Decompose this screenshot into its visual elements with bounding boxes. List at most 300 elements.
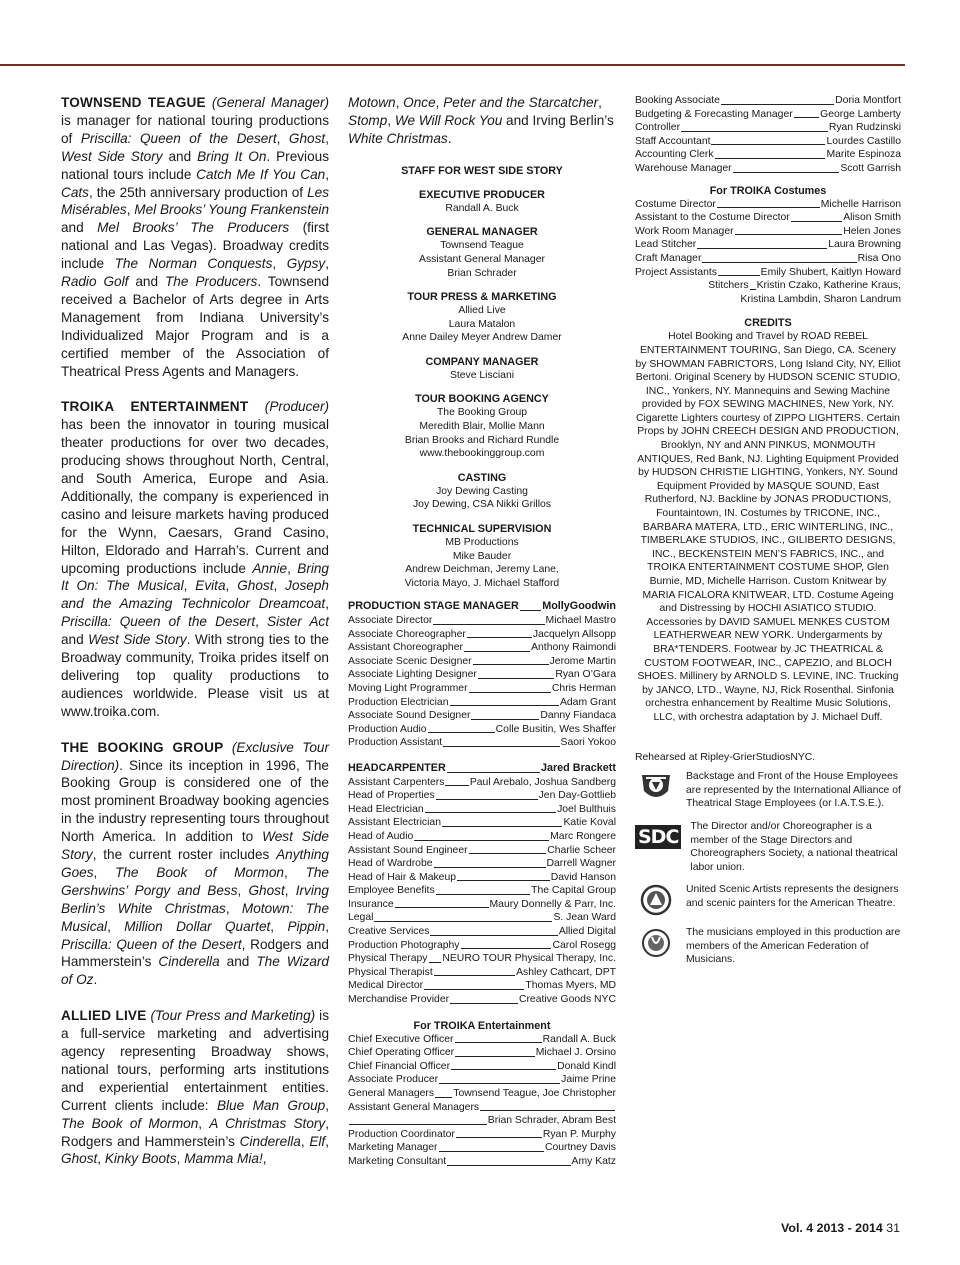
credit-name: Emily Shubert, Kaitlyn Howard: [760, 266, 901, 278]
text-run: . With strong ties to the Broadway community, Troika prides itself on delivering top quality productions to audiences worldwide. Please visit us at www.troika.com.: [61, 632, 329, 719]
leader-line: [469, 844, 547, 855]
credit-role: Head of Audio: [348, 830, 414, 842]
credit-row: [348, 830, 616, 844]
credit-name: Michael J. Orsino: [535, 1047, 616, 1059]
credit-row: [635, 148, 901, 162]
text-run: Ghost: [61, 1151, 98, 1167]
credits-text: Hotel Booking and Travel by ROAD REBEL ENTERTAINMENT TOURING, San Diego, CA. Scenery by SHOWMAN FABRICTORS, Long Island City, NY, Elliot Bertoni. Original Scenery by HUDSON SCENIC STUDIO, INC., Yonkers, NY. Mannequins and Sewing Machine provided by FOX SEWING MACHINES, New York, NY. Cigarette Lighters courtesy of ZIPPO LIGHTERS. Certain Props by JOHN CREECH DESIGN AND PRODUCTION, Brooklyn, NY and ANN PINKUS, MONMOUTH ANTIQUES, Red Bank, NJ. Lighting Equipment Provided by HUDSON CHRISTIE LIGHTING, Yonkers, NY. Sound Equipment Provided by MASQUE SOUND, East Rutherford, NJ. Backline by JONAS PRODUCTIONS, Fountaintown, IN. Costumes by TRICONE, INC., BARBARA MATERA, LTD., ERIC WINTERLING, INC., TIMBERLAKE STUDIOS, INC., GILIBERTO DESIGNS, INC., BECKENSTEIN MEN’S FABRICS, INC., and TROIKA ENTERTAINMENT COSTUME SHOP, Glen Burnie, MD, Michelle Harrison. Custom Knitwear by MARIA FICALORA KNITWEAR, LTD. Costume Ageing and Distressing by HOCHI ASIATICO STUDIO. Accessories by DAVID SAMUEL MENKES CUSTOM LEATHERWEAR NEW YORK. Undergarments by BRA*TENDERS. Footwear by JC THEATRICAL & CUSTOM FOOTWEAR, INC., CAPEZIO, and BLOCH SHOES. Millinery by ARNOLD S. LEVINE, INC. Trucking by JANCO, LTD., Wayne, NJ, Rick Rosenthal. Sinfonia orchestra enhancement by Realtime Music Solutions, LLC, with orchestra adaptation by J. Michael Duff.: [635, 331, 901, 723]
staff-block-heading: COMPANY MANAGER: [425, 355, 539, 368]
credit-name: Creative Goods NYC: [518, 994, 616, 1006]
credit-name: Scott Garrish: [840, 162, 901, 174]
credit-row: [348, 1101, 616, 1115]
credit-name: Brian Schrader, Abram Best: [487, 1115, 616, 1127]
text-run: West Side Story: [61, 148, 163, 164]
leader-line: [450, 696, 559, 707]
leader-line: [450, 993, 518, 1004]
credit-row: [348, 966, 616, 980]
psm-list: [348, 600, 616, 750]
credit-row: [348, 1087, 616, 1101]
credit-role: General Managers: [348, 1088, 435, 1099]
credit-row: [348, 939, 616, 953]
text-run: Ghost: [237, 578, 274, 594]
text-run: (General Manager): [211, 95, 330, 110]
leader-line: [455, 1046, 535, 1057]
staff-block-line: Mike Bauder: [452, 550, 512, 562]
union-sdc: [635, 820, 901, 874]
credit-role: Merchandise Provider: [348, 994, 450, 1006]
head-carpenter-list: [348, 762, 616, 1007]
leader-line: [456, 1128, 542, 1139]
credit-role: Accounting Clerk: [635, 149, 714, 161]
credit-role: Associate Producer: [348, 1074, 439, 1086]
leader-line: [435, 1087, 452, 1098]
credit-role: Associate Scenic Designer: [348, 655, 472, 667]
credit-row: [348, 1155, 616, 1169]
text-run: , Rodgers and Hammerstein’s: [61, 1115, 329, 1149]
troika-entertainment-list: [348, 1033, 616, 1169]
text-run: Mel Brooks’ The Producers: [97, 220, 290, 236]
credits-column: [635, 94, 901, 976]
text-run: ,: [176, 1151, 185, 1167]
text-run: The Wizard of Oz: [61, 954, 329, 988]
text-run: and: [219, 954, 257, 970]
staff-block: [348, 225, 616, 280]
leader-line: [439, 1073, 560, 1084]
staff-block-heading: TECHNICAL SUPERVISION: [412, 523, 552, 536]
credit-role: Production Coordinator: [348, 1128, 455, 1140]
text-run: Catch Me If You Can: [196, 166, 326, 182]
staff-block-line: Brian Brooks and Richard Rundle: [404, 434, 560, 446]
credit-role: Production Assistant: [348, 737, 443, 749]
leader-line: [471, 709, 539, 720]
text-run: The Producers: [164, 274, 258, 290]
text-run: TOWNSEND TEAGUE: [61, 95, 206, 110]
credit-name: Lourdes Castillo: [826, 135, 901, 147]
text-run: Joseph and the Amazing Technicolor Dreamcoat: [61, 578, 329, 612]
union-usa: [635, 883, 901, 917]
credit-row: [635, 211, 901, 225]
bio-continuation: [348, 94, 616, 148]
text-run: ,: [325, 130, 329, 146]
text-run: TROIKA ENTERTAINMENT: [61, 399, 249, 415]
credit-row: [635, 94, 901, 108]
credit-name: Saori Yokoo: [560, 737, 616, 749]
union-iatse-text: Backstage and Front of the House Employees are represented by the International Alliance of Theatrical Stage Employees (or I.A.T.S.E.).: [686, 771, 901, 810]
text-run: ,: [93, 864, 116, 880]
credit-row: [348, 1073, 616, 1087]
credit-name: Marite Espinoza: [826, 149, 901, 161]
text-run: Annie: [252, 560, 288, 576]
credit-role: Production Photography: [348, 939, 460, 951]
credit-row: [348, 1114, 616, 1128]
credit-role: Assistant Choreographer: [348, 642, 463, 654]
text-run: Anything Goes: [61, 847, 329, 880]
credit-row: [348, 789, 616, 803]
leader-line: [428, 723, 495, 734]
text-run: Pippin: [287, 918, 326, 934]
text-run: Motown: The Musical: [61, 900, 330, 934]
staff-block-line: Meredith Blair, Mollie Mann: [419, 421, 545, 433]
credit-role: Head of Wardrobe: [348, 858, 433, 870]
leader-line: [467, 628, 532, 639]
credit-role: Assistant General Managers: [348, 1101, 480, 1113]
text-run: Cats: [61, 184, 89, 200]
text-run: Bring It On: [197, 148, 267, 164]
credit-role: Project Assistants: [635, 266, 718, 278]
credit-role: Chief Operating Officer: [348, 1047, 455, 1059]
stitchers-role: Stitchers: [708, 280, 749, 292]
leader-line: [429, 952, 442, 963]
credit-role: Assistant Sound Engineer: [348, 844, 468, 856]
credit-row: [348, 844, 616, 858]
text-run: and: [61, 220, 98, 236]
credit-name: Anthony Raimondi: [531, 642, 616, 654]
credit-row: [348, 911, 616, 925]
text-run: ,: [435, 95, 444, 110]
leader-line: [349, 1114, 487, 1125]
staff-block-heading: GENERAL MANAGER: [426, 226, 538, 239]
leader-line: [447, 1155, 570, 1166]
leader-line: [424, 979, 524, 990]
text-run: .: [93, 972, 98, 988]
staff-block-line: Joy Dewing, CSA Nikki Grillos: [412, 499, 551, 511]
text-run: ALLIED LIVE: [61, 1008, 147, 1024]
staff-block-line: MB Productions: [445, 537, 519, 549]
text-run: ,: [270, 918, 288, 934]
leader-line: [445, 776, 468, 787]
staff-block-line: The Booking Group: [436, 407, 528, 419]
credit-role: Head of Hair & Makeup: [348, 871, 457, 883]
text-run: Stomp: [348, 112, 388, 128]
staff-block: [348, 355, 616, 383]
staff-block: [348, 522, 616, 590]
staff-block-line: Townsend Teague: [440, 240, 524, 252]
credit-role: Associate Choreographer: [348, 628, 466, 640]
staff-blocks: [348, 188, 616, 591]
leader-line: [451, 1060, 556, 1071]
union-iatse: [635, 770, 901, 811]
credit-name: Alison Smith: [843, 212, 901, 224]
credit-role: Physical Therapist: [348, 966, 433, 978]
staff-block-line: Randall A. Buck: [445, 202, 519, 214]
text-run: The Book of Mormon: [61, 1115, 199, 1131]
leader-line: [434, 857, 546, 868]
staff-block-line: Steve Lisciani: [449, 369, 515, 381]
credit-row: [348, 1033, 616, 1047]
sdc-logo-icon: SDC: [635, 820, 681, 854]
text-run: Mel Brooks’ Young Frankenstein: [134, 202, 330, 218]
leader-line: [791, 211, 842, 222]
page-number: 31: [886, 1221, 900, 1235]
credit-name: Ryan P. Murphy: [542, 1128, 616, 1140]
text-run: Radio Golf: [61, 274, 129, 290]
staff-block-line: Andrew Deichman, Jeremy Lane,: [405, 564, 559, 576]
staff-block: [348, 392, 616, 460]
text-run: (Exclusive Tour Direction): [61, 739, 330, 773]
text-run: is manager for national touring productions of: [61, 112, 329, 146]
text-run: West Side Story: [88, 632, 187, 648]
staff-block: [348, 188, 616, 216]
credit-role: PRODUCTION STAGE MANAGER: [348, 600, 519, 613]
text-run: ,: [273, 578, 286, 594]
credit-name: Ashley Cathcart, DPT: [516, 966, 616, 978]
credit-name: Joel Bulthuis: [557, 803, 616, 815]
leader-line: [436, 789, 538, 800]
credit-row: [348, 1141, 616, 1155]
leader-line: [473, 655, 549, 666]
credit-name: S. Jean Ward: [553, 912, 616, 924]
text-run: Ghost: [288, 130, 326, 146]
credit-name: Townsend Teague, Joe Christopher: [453, 1088, 616, 1099]
leader-line: [425, 803, 556, 814]
credit-role: Lead Stitcher: [635, 239, 697, 251]
staff-block: [348, 290, 616, 345]
credit-role: Production Electrician: [348, 696, 449, 708]
leader-line: [697, 238, 827, 249]
bio-allied-live: [61, 1007, 329, 1168]
credit-row: [348, 1046, 616, 1060]
credit-row: [348, 816, 616, 830]
text-run: Blue Man Group: [216, 1097, 326, 1113]
credit-role: Staff Accountant: [635, 135, 711, 147]
credit-name: Helen Jones: [843, 225, 901, 237]
credit-row: [348, 600, 616, 614]
text-run: Elf: [309, 1133, 326, 1149]
text-run: West Side Story: [61, 829, 329, 863]
credit-row: [635, 162, 901, 176]
credit-row: [635, 225, 901, 239]
text-run: Evita: [195, 578, 226, 594]
leader-line: [395, 898, 489, 909]
text-run: ,: [395, 95, 404, 110]
text-run: ,: [284, 864, 306, 880]
credit-row: [635, 108, 901, 122]
credit-role: Creative Services: [348, 926, 430, 938]
credits-title: CREDITS: [744, 317, 792, 330]
credit-name: Danny Fiandaca: [540, 710, 616, 722]
credit-role: Marketing Manager: [348, 1142, 438, 1154]
leader-line: [480, 1101, 615, 1112]
staff-block-line: Anne Dailey Meyer Andrew Damer: [402, 332, 562, 344]
credit-row: [348, 884, 616, 898]
credit-row: [635, 238, 901, 252]
text-run: Ghost: [248, 882, 285, 898]
leader-line: [717, 198, 820, 209]
stitchers-names-2: Kristina Lambdin, Sharon Landrum: [740, 293, 901, 305]
text-run: Priscilla: Queen of the Desert: [80, 130, 277, 146]
text-run: [248, 399, 264, 414]
text-run: ,: [300, 1133, 310, 1149]
credit-row: [348, 628, 616, 642]
stitchers-row-2: [635, 293, 901, 307]
credit-row: [348, 871, 616, 885]
text-run: ,: [225, 900, 242, 916]
credit-role: Work Room Manager: [635, 225, 734, 237]
bios-column: [61, 94, 329, 1186]
credit-role: Employee Benefits: [348, 885, 435, 897]
bio-townsend-teague: [61, 94, 329, 381]
staff-block-line: Laura Matalon: [448, 318, 516, 330]
credit-role: Costume Director: [635, 198, 716, 210]
credit-role: Controller: [635, 122, 681, 134]
staff-title: STAFF FOR WEST SIDE STORY: [401, 164, 563, 177]
text-run: and: [162, 148, 198, 164]
text-run: Once: [403, 95, 436, 110]
text-run: White Christmas: [348, 130, 448, 146]
staff-block-line: Joy Dewing Casting: [436, 485, 528, 497]
credit-name: Maury Donnelly & Parr, Inc.: [489, 898, 616, 910]
text-run: Priscilla: Queen of the Desert: [61, 936, 242, 952]
leader-line: [430, 925, 557, 936]
text-run: ,: [126, 202, 135, 218]
text-run: The Gershwins’ Porgy and Bess: [61, 864, 329, 898]
credit-row: [348, 668, 616, 682]
credit-row: [348, 614, 616, 628]
text-run: and: [61, 632, 89, 648]
text-run: .: [447, 130, 452, 146]
credit-role: Associate Director: [348, 615, 433, 626]
leader-line: [436, 884, 530, 895]
credit-row: [348, 803, 616, 817]
credit-name: David Hanson: [550, 871, 616, 883]
text-run: ,: [276, 130, 289, 146]
credit-row: [348, 1128, 616, 1142]
credit-row: [348, 925, 616, 939]
text-run: , the 25th anniversary production of: [88, 184, 308, 200]
credit-name: Amy Katz: [571, 1155, 616, 1167]
credit-name: Doria Montfort: [835, 95, 901, 106]
text-run: [223, 740, 232, 755]
staff-column: [348, 94, 616, 1169]
credit-role: Moving Light Programmer: [348, 682, 468, 694]
text-run: ,: [183, 578, 196, 594]
text-run: is a full-service marketing and advertising agency representing Broadway shows, national tours, performing arts institutions and experiential entertainment entities. Current clients include:: [61, 1008, 330, 1113]
leader-line: [434, 966, 515, 977]
leader-line: [461, 939, 552, 950]
text-run: ,: [287, 560, 298, 576]
text-run: ,: [97, 1151, 105, 1167]
text-run: Les Misérables: [61, 184, 329, 218]
credit-row: [348, 655, 616, 669]
text-run: Priscilla: Queen of the Desert: [61, 614, 256, 630]
troika-costumes-title: For TROIKA Costumes: [709, 184, 827, 197]
credit-name: Jacquelyn Allsopp: [532, 628, 616, 640]
credit-name: Katie Koval: [563, 817, 616, 829]
credit-row: [348, 979, 616, 993]
credit-row: [348, 762, 616, 776]
staff-block-line: Victoria Mayo, J. Michael Stafford: [404, 577, 560, 589]
text-run: ,: [225, 578, 238, 594]
credit-row: [348, 776, 616, 790]
credit-role: Insurance: [348, 898, 394, 910]
text-run: has been the innovator in touring musical theater productions for over two decades, producing shows throughout North, Central, and South America, Europe and Asia. Additionally, the company is experienced in casino and leisure markets having produced for the Wynn, Caesars, Grand Casino, Hilton, Eldorado and Harrah’s. Current and upcoming productions include: [61, 417, 329, 576]
leader-line: [443, 736, 559, 747]
text-run: ,: [387, 112, 395, 128]
leader-line: [414, 830, 549, 841]
text-run: Kinky Boots: [104, 1151, 177, 1167]
leader-line: [442, 816, 562, 827]
text-run: . Since its inception in 1996, The Booking Group is considered one of the most prominent Broadway booking agencies in the industry representing tours throughout North America. In addition to: [61, 757, 329, 845]
page-folio: [781, 1221, 900, 1235]
credit-name: NEURO TOUR Physical Therapy, Inc.: [442, 953, 616, 965]
text-run: Mamma Mia!: [184, 1151, 263, 1167]
credit-row: [348, 709, 616, 723]
credit-row: [348, 993, 616, 1007]
union-afm: [635, 926, 901, 967]
leader-line: [733, 162, 840, 173]
leader-line: [464, 641, 530, 652]
credit-name: Allied Digital: [558, 926, 616, 938]
staff-block-line: www.thebookinggroup.com: [419, 448, 545, 460]
credit-row: [635, 252, 901, 266]
text-run: The Norman Conquests: [114, 256, 273, 272]
credit-row: [348, 736, 616, 750]
text-run: Million Dollar Quartet: [124, 918, 271, 934]
text-run: Gypsy: [286, 256, 326, 272]
text-run: ,: [198, 1115, 210, 1131]
staff-block-line: Allied Live: [458, 305, 506, 317]
text-run: (Tour Press and Marketing): [150, 1008, 316, 1024]
text-run: A Christmas Story: [209, 1115, 326, 1131]
credit-name: Charlie Scheer: [547, 844, 616, 856]
leader-line: [374, 911, 552, 922]
text-run: , the current roster includes: [92, 847, 277, 863]
credit-role: Medical Director: [348, 980, 424, 992]
troika-entertainment-title: For TROIKA Entertainment: [413, 1019, 551, 1032]
text-run: (first national and Las Vegas). Broadway credits include: [61, 220, 329, 272]
credit-name: MollyGoodwin: [542, 600, 616, 613]
credit-row: [348, 1060, 616, 1074]
credit-name: Jared Brackett: [540, 761, 616, 774]
credit-name: Carol Rosegg: [552, 939, 616, 951]
credit-name: Jerome Martin: [549, 655, 616, 667]
credit-role: Production Audio: [348, 723, 427, 735]
credit-role: Warehouse Manager: [635, 162, 732, 174]
troika-costumes-list: [635, 198, 901, 280]
leader-line: [681, 121, 828, 132]
credit-name: Risa Ono: [857, 252, 901, 264]
text-run: The Book of Mormon: [115, 864, 284, 880]
staff-block: [348, 471, 616, 512]
credit-row: [635, 135, 901, 149]
leader-line: [794, 108, 819, 119]
text-run: ,: [255, 614, 267, 630]
text-run: ,: [107, 918, 125, 934]
union-usa-text: United Scenic Artists represents the designers and scenic painters for the American Theatre.: [686, 884, 899, 909]
credit-name: Thomas Myers, MD: [525, 980, 616, 992]
credit-role: Booking Associate: [635, 95, 720, 106]
credit-role: Associate Sound Designer: [348, 710, 471, 722]
text-run: ,: [325, 918, 330, 934]
text-run: and Irving Berlin’s: [502, 112, 614, 128]
text-run: ,: [237, 882, 249, 898]
leader-line: [721, 94, 834, 105]
staff-block-heading: TOUR BOOKING AGENCY: [415, 393, 549, 406]
credit-name: Chris Herman: [551, 682, 616, 694]
credit-name: Marc Rongere: [550, 830, 616, 842]
leader-line: [718, 266, 760, 277]
credit-row: [348, 696, 616, 710]
text-run: . Previous national tours include: [61, 148, 329, 182]
iatse-logo-icon: [635, 770, 677, 804]
stitchers-row: [635, 279, 901, 293]
credit-role: Budgeting & Forecasting Manager: [635, 108, 793, 120]
credit-row: [348, 723, 616, 737]
credit-row: [348, 952, 616, 966]
credit-name: Ryan Rudzinski: [828, 122, 901, 134]
credit-name: Adam Grant: [559, 696, 616, 708]
credit-name: Michelle Harrison: [820, 198, 901, 210]
